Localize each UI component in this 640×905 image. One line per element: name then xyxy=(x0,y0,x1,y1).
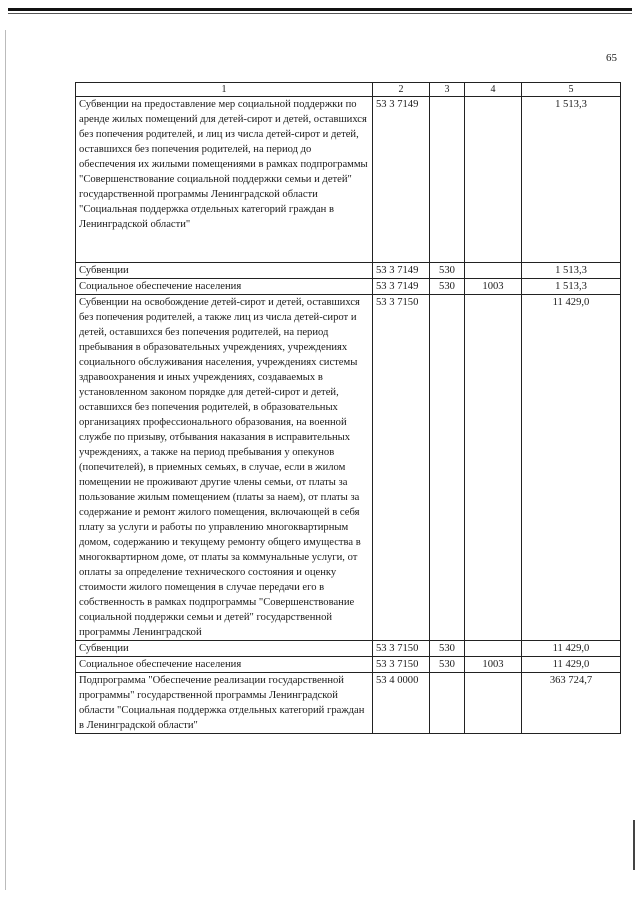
scan-edge-mark-right xyxy=(633,820,635,870)
row-amount: 363 724,7 xyxy=(522,673,621,734)
table-row xyxy=(76,673,621,734)
row-section: 1003 xyxy=(465,279,522,295)
row-description: Субвенции xyxy=(76,263,373,279)
table-row xyxy=(76,295,621,641)
row-type xyxy=(430,673,465,734)
row-type: 530 xyxy=(430,657,465,673)
row-section xyxy=(465,263,522,279)
row-code: 53 3 7149 xyxy=(373,279,430,295)
top-border-rule-thin xyxy=(8,13,632,14)
table-row xyxy=(76,641,621,657)
row-code: 53 3 7150 xyxy=(373,657,430,673)
row-code: 53 4 0000 xyxy=(373,673,430,734)
column-header: 3 xyxy=(430,83,465,97)
column-header: 1 xyxy=(76,83,373,97)
row-description: Субвенции на освобождение детей-сирот и детей, оставшихся без попечения родителей, а также лиц из числа детей-сирот и детей, оставшихся без попечения родителей, на период пребывания в образовательных учреждениях, учреждениях социального обслуживания населения, учреждениях системы здравоохранения и иных учреждениях, создаваемых в установленном законом порядке для детей-сирот и детей, оставшихся без попечения родителей, в образовательных организациях профессионального образования, на военной службе по призыву, отбывания наказания в исправительных учреждениях, а также на период пребывания у опекунов (попечителей), в приемных семьях, в случае, если в жилом помещении не проживают другие члены семьи, от платы за пользование жилым помещением (платы за наем), от платы за содержание и ремонт жилого помещения, включающей в себя плату за услуги и работы по управлению многоквартирным домом, содержанию и текущему ремонту общего имущества в многоквартирном доме, от платы за коммунальные услуги, от оплаты за определение технического состояния и оценку стоимости жилого помещения в случае передачи его в собственность в рамках подпрограммы "Совершенствование социальной поддержки семьи и детей" государственной программы Ленинградской xyxy=(76,295,373,641)
top-border-rule xyxy=(8,8,632,11)
row-description: Социальное обеспечение населения xyxy=(76,279,373,295)
column-header: 5 xyxy=(522,83,621,97)
row-code: 53 3 7149 xyxy=(373,263,430,279)
row-description: Субвенции на предоставление мер социальной поддержки по аренде жилых помещений для детей-сирот и детей, оставшихся без попечения родителей, и лиц из числа детей-сирот и детей, оставшихся без попечения родителей, на период до обеспечения их жилыми помещениями в рамках подпрограммы "Совершенствование социальной поддержки семьи и детей" государственной программы Ленинградской области "Социальная поддержка отдельных категорий граждан в Ленинградской области" xyxy=(76,97,373,263)
row-amount: 11 429,0 xyxy=(522,657,621,673)
row-type: 530 xyxy=(430,263,465,279)
scan-edge-mark xyxy=(5,30,6,890)
row-section xyxy=(465,673,522,734)
row-section xyxy=(465,97,522,263)
table-row xyxy=(76,657,621,673)
row-section xyxy=(465,641,522,657)
row-type xyxy=(430,295,465,641)
row-type xyxy=(430,97,465,263)
budget-table xyxy=(75,82,621,734)
row-amount: 1 513,3 xyxy=(522,97,621,263)
row-amount: 1 513,3 xyxy=(522,263,621,279)
row-type: 530 xyxy=(430,279,465,295)
page-number: 65 xyxy=(606,52,617,64)
row-code: 53 3 7149 xyxy=(373,97,430,263)
table-row xyxy=(76,97,621,263)
row-amount: 11 429,0 xyxy=(522,295,621,641)
row-description: Подпрограмма "Обеспечение реализации государственной программы" государственной программы Ленинградской области "Социальная поддержка отдельных категорий граждан в Ленинградской области" xyxy=(76,673,373,734)
row-type: 530 xyxy=(430,641,465,657)
row-amount: 1 513,3 xyxy=(522,279,621,295)
table-row xyxy=(76,263,621,279)
row-description: Социальное обеспечение населения xyxy=(76,657,373,673)
row-code: 53 3 7150 xyxy=(373,295,430,641)
table-header-row xyxy=(76,83,621,97)
column-header: 2 xyxy=(373,83,430,97)
row-amount: 11 429,0 xyxy=(522,641,621,657)
row-code: 53 3 7150 xyxy=(373,641,430,657)
row-description: Субвенции xyxy=(76,641,373,657)
row-section xyxy=(465,295,522,641)
table-row xyxy=(76,279,621,295)
column-header: 4 xyxy=(465,83,522,97)
row-section: 1003 xyxy=(465,657,522,673)
